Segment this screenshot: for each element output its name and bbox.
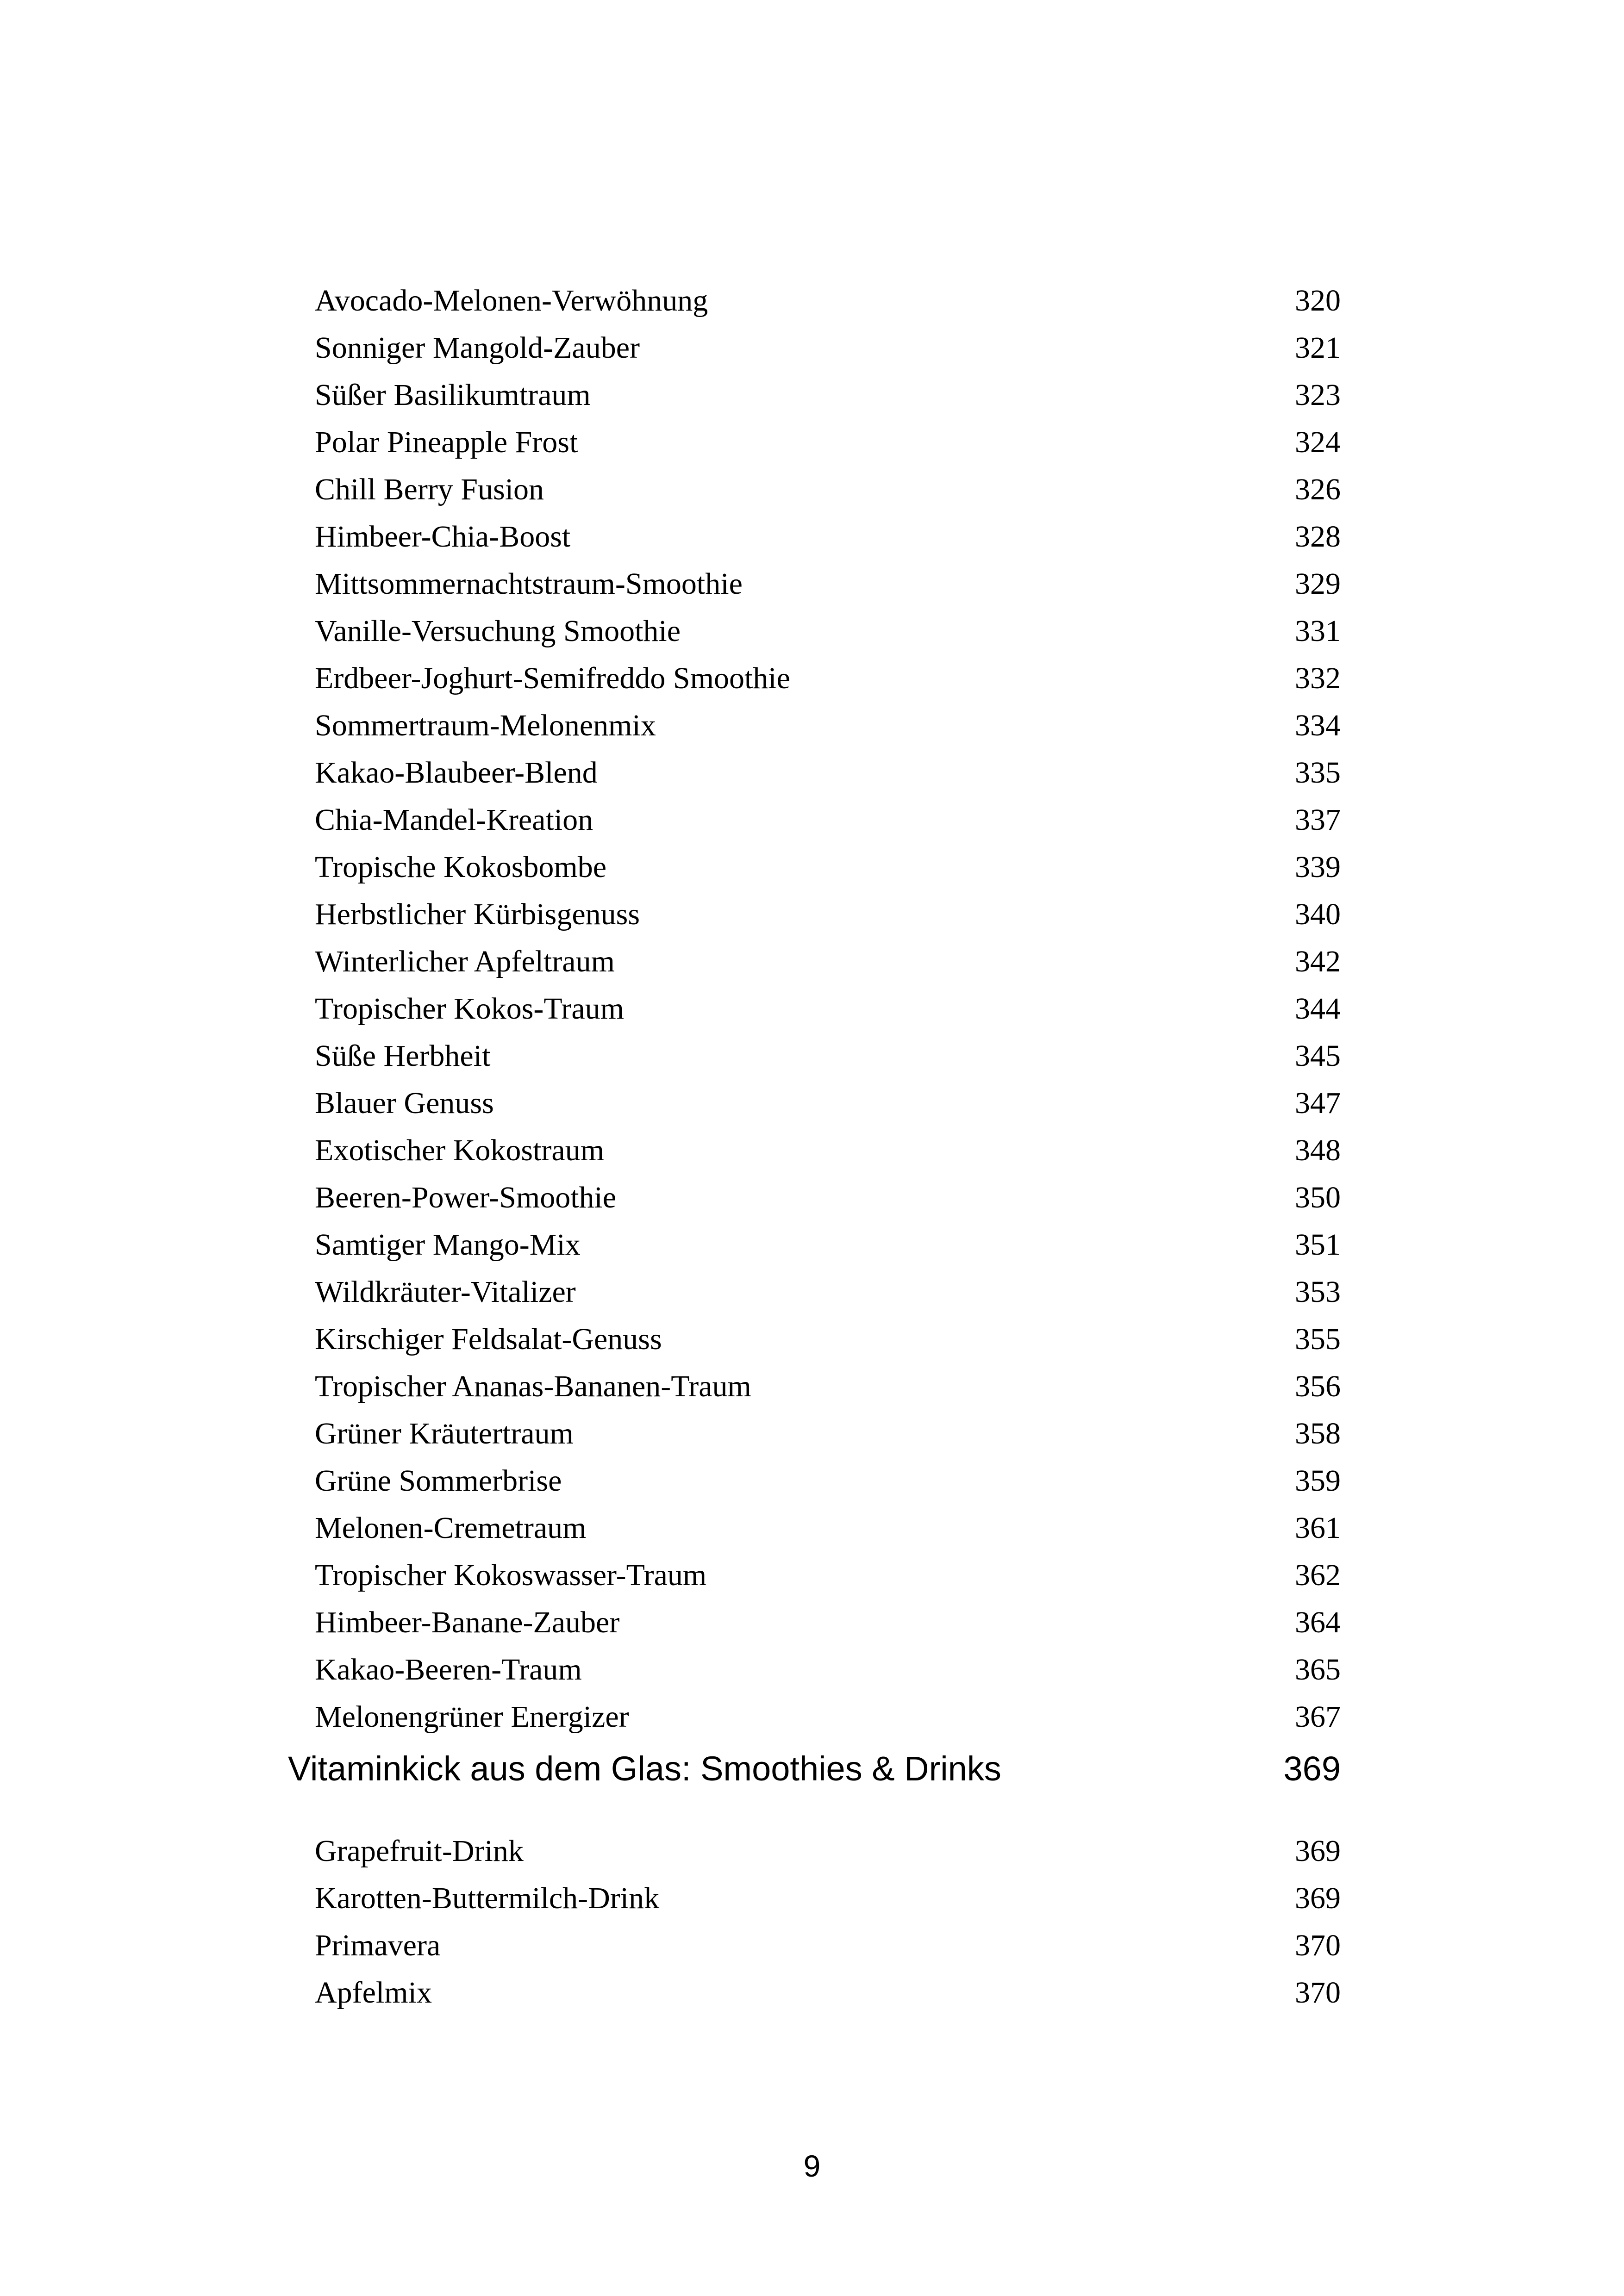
toc-entry bbox=[315, 1647, 1352, 1693]
toc-entry-page: 362 bbox=[1295, 1558, 1341, 1592]
toc-entry-page: 369 bbox=[1295, 1881, 1341, 1915]
toc-entry-page: 340 bbox=[1295, 897, 1341, 931]
toc-entry-page: 350 bbox=[1295, 1181, 1341, 1214]
toc-entry bbox=[315, 419, 1352, 466]
toc-entry-title: Tropischer Kokoswasser-Traum bbox=[315, 1558, 707, 1592]
toc-entry bbox=[315, 1269, 1352, 1315]
toc-entry-title: Vanille-Versuchung Smoothie bbox=[315, 614, 681, 648]
toc-entry bbox=[315, 1033, 1352, 1079]
toc-entry-page: 344 bbox=[1295, 992, 1341, 1026]
toc-entry-page: 334 bbox=[1295, 709, 1341, 742]
toc-entry-page: 347 bbox=[1295, 1086, 1341, 1120]
toc-entry bbox=[315, 750, 1352, 796]
toc-section-heading bbox=[288, 1741, 1352, 1797]
toc-entry-title: Kakao-Beeren-Traum bbox=[315, 1653, 582, 1686]
toc-entry-page: 337 bbox=[1295, 803, 1341, 837]
toc-entry-page: 356 bbox=[1295, 1369, 1341, 1403]
toc-entry-page: 328 bbox=[1295, 520, 1341, 554]
toc-entry-page: 335 bbox=[1295, 756, 1341, 790]
toc-section-title: Vitaminkick aus dem Glas: Smoothies & Drinks bbox=[288, 1749, 1001, 1788]
toc-entry bbox=[315, 891, 1352, 938]
toc-entry bbox=[315, 561, 1352, 607]
toc-entry bbox=[315, 1875, 1352, 1922]
toc-entry-page: 342 bbox=[1295, 945, 1341, 978]
toc-entry bbox=[315, 844, 1352, 890]
toc-entry-title: Primavera bbox=[315, 1929, 441, 1962]
toc-entry-page: 369 bbox=[1295, 1834, 1341, 1868]
toc-entry bbox=[315, 1127, 1352, 1174]
toc-entry-title: Kakao-Blaubeer-Blend bbox=[315, 756, 598, 790]
toc-entry bbox=[315, 514, 1352, 560]
toc-entry bbox=[315, 939, 1352, 985]
toc-entry bbox=[315, 1599, 1352, 1646]
toc-entry-page: 359 bbox=[1295, 1464, 1341, 1498]
toc-entry-page: 331 bbox=[1295, 614, 1341, 648]
toc-entry-page: 351 bbox=[1295, 1228, 1341, 1262]
toc-entry-title: Melonengrüner Energizer bbox=[315, 1700, 629, 1734]
toc-entry-title: Herbstlicher Kürbisgenuss bbox=[315, 897, 640, 931]
toc-entry-title: Chia-Mandel-Kreation bbox=[315, 803, 593, 837]
toc-entry-page: 365 bbox=[1295, 1653, 1341, 1686]
toc-entry bbox=[315, 797, 1352, 843]
toc-entry-title: Grüner Kräutertraum bbox=[315, 1417, 574, 1450]
toc-entry-title: Süßer Basilikumtraum bbox=[315, 378, 591, 412]
toc-entry-page: 358 bbox=[1295, 1417, 1341, 1450]
toc-entry-page: 370 bbox=[1295, 1976, 1341, 2010]
toc-entry-title: Sonniger Mangold-Zauber bbox=[315, 331, 640, 365]
toc-entry-page: 361 bbox=[1295, 1511, 1341, 1545]
toc-entry-page: 326 bbox=[1295, 473, 1341, 506]
toc-entry-page: 367 bbox=[1295, 1700, 1341, 1734]
toc-entry-title: Mittsommernachtstraum-Smoothie bbox=[315, 567, 743, 601]
toc-entry bbox=[315, 655, 1352, 702]
toc-entry bbox=[315, 1080, 1352, 1126]
toc-entry bbox=[315, 703, 1352, 749]
toc-entry bbox=[315, 1363, 1352, 1410]
toc-entry-page: 370 bbox=[1295, 1929, 1341, 1962]
toc-entry-page: 321 bbox=[1295, 331, 1341, 365]
toc-entry-page: 345 bbox=[1295, 1039, 1341, 1073]
toc-entry-page: 348 bbox=[1295, 1133, 1341, 1167]
toc-entry bbox=[315, 1458, 1352, 1504]
toc-entry-page: 324 bbox=[1295, 425, 1341, 459]
toc-entry bbox=[315, 1175, 1352, 1221]
toc-entry-title: Tropischer Kokos-Traum bbox=[315, 992, 624, 1026]
toc-entry-title: Karotten-Buttermilch-Drink bbox=[315, 1881, 660, 1915]
toc-entry-title: Himbeer-Chia-Boost bbox=[315, 520, 571, 554]
toc-entry-page: 364 bbox=[1295, 1605, 1341, 1639]
toc-entry-page: 353 bbox=[1295, 1275, 1341, 1309]
toc-entry-title: Tropischer Ananas-Bananen-Traum bbox=[315, 1369, 751, 1403]
toc-entry-title: Wildkräuter-Vitalizer bbox=[315, 1275, 576, 1309]
toc-entry bbox=[315, 608, 1352, 654]
toc-entry bbox=[315, 1222, 1352, 1268]
toc-entry bbox=[315, 467, 1352, 513]
toc-section-page: 369 bbox=[1283, 1749, 1341, 1788]
toc-entry-title: Avocado-Melonen-Verwöhnung bbox=[315, 284, 708, 317]
toc-entry bbox=[315, 278, 1352, 324]
toc-entry bbox=[315, 1923, 1352, 1969]
toc-entry-title: Grapefruit-Drink bbox=[315, 1834, 524, 1868]
toc-entry-title: Chill Berry Fusion bbox=[315, 473, 544, 506]
toc-entry-title: Sommertraum-Melonenmix bbox=[315, 709, 656, 742]
toc-entry-title: Beeren-Power-Smoothie bbox=[315, 1181, 617, 1214]
toc-entry-title: Polar Pineapple Frost bbox=[315, 425, 578, 459]
toc-entry bbox=[315, 325, 1352, 371]
toc-entry-page: 329 bbox=[1295, 567, 1341, 601]
toc-entry bbox=[315, 1505, 1352, 1551]
page-number: 9 bbox=[803, 2149, 821, 2183]
toc-entry-page: 339 bbox=[1295, 850, 1341, 884]
toc-entry bbox=[315, 1552, 1352, 1599]
toc-entry-title: Süße Herbheit bbox=[315, 1039, 491, 1073]
toc-entry-title: Erdbeer-Joghurt-Semifreddo Smoothie bbox=[315, 661, 790, 695]
toc-entry bbox=[315, 1411, 1352, 1457]
toc-entry-page: 332 bbox=[1295, 661, 1341, 695]
toc-entry bbox=[315, 1316, 1352, 1363]
toc-entry-page: 320 bbox=[1295, 284, 1341, 317]
toc-entry bbox=[315, 1970, 1352, 2016]
toc-entry-page: 323 bbox=[1295, 378, 1341, 412]
toc-entry bbox=[315, 1694, 1352, 1740]
toc-entry-title: Himbeer-Banane-Zauber bbox=[315, 1605, 620, 1639]
toc-entry-title: Kirschiger Feldsalat-Genuss bbox=[315, 1322, 662, 1356]
toc-entry-page: 355 bbox=[1295, 1322, 1341, 1356]
toc-entry-title: Tropische Kokosbombe bbox=[315, 850, 607, 884]
toc-entry-title: Winterlicher Apfeltraum bbox=[315, 945, 615, 978]
toc-entry-title: Grüne Sommerbrise bbox=[315, 1464, 562, 1498]
toc-entry-title: Samtiger Mango-Mix bbox=[315, 1228, 581, 1262]
toc-entry bbox=[315, 1828, 1352, 1874]
toc-entry-title: Blauer Genuss bbox=[315, 1086, 494, 1120]
toc-entry bbox=[315, 986, 1352, 1032]
toc-entry-title: Apfelmix bbox=[315, 1976, 432, 2010]
toc-entry bbox=[315, 372, 1352, 418]
toc-entry-title: Exotischer Kokostraum bbox=[315, 1133, 605, 1167]
toc-entry-title: Melonen-Cremetraum bbox=[315, 1511, 587, 1545]
